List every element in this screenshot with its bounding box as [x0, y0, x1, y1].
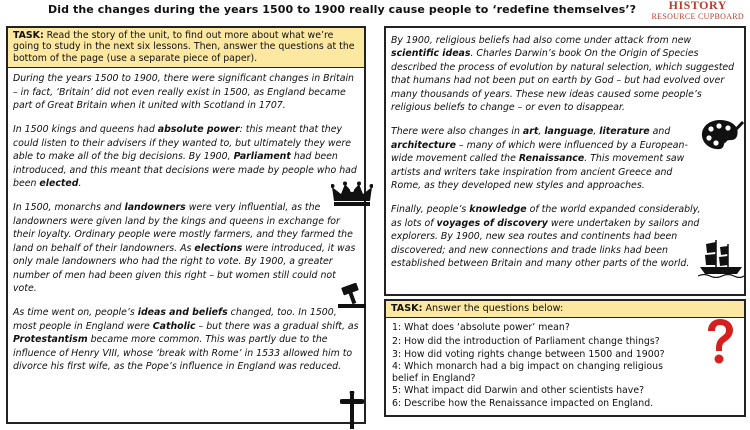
- text: In 1500 kings and queens had: [13, 124, 158, 136]
- paragraph-3: [13, 201, 359, 295]
- gavel-icon: [336, 283, 368, 309]
- text: – but there was a gradual shift, as: [195, 320, 359, 332]
- keyword-ideas-beliefs: ideas and beliefs: [137, 307, 228, 319]
- palette-icon: [700, 118, 744, 152]
- cross-icon: [340, 391, 364, 429]
- question-5: 5: What impact did Darwin and other scientists have?: [392, 385, 645, 397]
- text: Finally, people’s: [391, 204, 470, 216]
- text: In 1500, monarchs and: [13, 202, 125, 214]
- keyword-elected: elected: [39, 178, 79, 190]
- ship-icon: [698, 238, 744, 278]
- questions-task-bar: [386, 301, 744, 318]
- keyword-knowledge: knowledge: [469, 204, 527, 216]
- keyword-elections: elections: [194, 242, 243, 254]
- questions-task-label: TASK:: [391, 303, 423, 314]
- story-text-left: [8, 68, 364, 388]
- keyword-protestantism: Protestantism: [13, 334, 88, 346]
- logo-line1: HISTORY: [668, 0, 727, 12]
- text: changed, too. In 1500, most people in England were: [13, 307, 337, 332]
- crown-icon: [331, 181, 373, 207]
- paragraph-6: [391, 125, 739, 192]
- text: As time went on, people’s: [13, 307, 138, 319]
- keyword-renaissance: Renaissance: [518, 153, 585, 165]
- text: and: [649, 126, 671, 138]
- task-label: TASK:: [13, 30, 44, 41]
- paragraph-5: [391, 34, 739, 114]
- questions-task-text: Answer the questions below:: [422, 303, 564, 314]
- question-3: 3: How did voting rights change between 1500 and 1900?: [392, 348, 665, 360]
- paragraph-7: [391, 203, 739, 270]
- paragraph-2: [13, 123, 359, 190]
- paragraph-1: During the years 1500 to 1900, there were significant changes in Britain – in fact, ‘Britain’ did not even really exist in 1500, as England became part of Great Britain when it united with Scotland in 1707.: [13, 73, 355, 112]
- text: .: [78, 178, 82, 190]
- question-1: 1: What does ‘absolute power’ mean?: [392, 322, 570, 334]
- text: By 1900, religious beliefs had also come under attack from new: [391, 35, 692, 46]
- text: There were also changes in: [391, 126, 523, 138]
- text: of the world expanded considerably, as lots of: [391, 204, 701, 229]
- keyword-architecture: architecture: [391, 139, 456, 151]
- logo: [652, 0, 744, 22]
- keyword-absolute-power: absolute power: [157, 124, 240, 136]
- story-text-right: [386, 28, 744, 286]
- text: . Charles Darwin’s book On the Origin of Species described the process of evolution by natural selection, which suggested that humans had not been put on earth by God – but had evolved over many thousands of years. These new ideas caused some people’s religious beliefs to change – or even to disappear.: [391, 48, 735, 114]
- text: became more common. This was partly due to the influence of Henry VIII, whose ‘break with Rome’ in 1533 allowed him to divorce his first wife, as the Pope’s influence in England was reduced.: [13, 334, 353, 372]
- page-title: Did the changes during the years 1500 to 1900 really cause people to ‘redefine themselves’?: [48, 3, 637, 16]
- task-instructions: [8, 28, 364, 68]
- paragraph-4: [13, 306, 359, 373]
- keyword-language: language: [544, 126, 594, 138]
- keyword-art: art: [522, 126, 539, 138]
- logo-line2: RESOURCE CUPBOARD: [651, 12, 744, 21]
- keyword-scientific-ideas: scientific ideas: [391, 48, 471, 60]
- text: had been introduced, and this meant that decisions were made by people who had been: [13, 151, 357, 190]
- text: were undertaken by sailors and explorers. By 1900, new sea routes and continents had been discovered; and new connections and trade links had been established between Britain and many other parts of the world.: [391, 217, 700, 270]
- question-list: [386, 318, 744, 413]
- text: – many of which were influenced by a European-wide movement called the: [391, 139, 688, 165]
- text: ,: [538, 126, 545, 138]
- text: ,: [593, 126, 600, 138]
- text: . This movement saw artists and writers take inspiration from ancient Greece and Rome, as they developed new styles and approaches.: [391, 153, 685, 192]
- story-right-box: [384, 26, 746, 296]
- question-6: 6: Describe how the Renaissance impacted on England.: [392, 398, 654, 410]
- question-mark-icon: [704, 318, 736, 366]
- questions-box: [384, 299, 746, 417]
- keyword-literature: literature: [599, 126, 650, 138]
- keyword-parliament: Parliament: [233, 151, 291, 163]
- question-4: 4: Which monarch had a big impact on changing religious belief in England?: [392, 361, 663, 384]
- question-2: 2: How did the introduction of Parliament change things?: [392, 335, 660, 347]
- text: : this meant that they could listen to their advisers if they wanted to, but ultimately they were able to make all of the big decisions. By 1900,: [13, 124, 351, 163]
- text: were very influential, as the landowners were given land by the kings and queens in exchange for their loyalty. Ordinary people were mostly farmers, and they farmed the land on behalf of their landowners. As: [13, 202, 353, 254]
- story-left-box: [6, 26, 366, 424]
- task-text: Read the story of the unit, to find out more about what we’re going to study in the next six lessons. Then, answer the questions at the bottom of the page (use a separate piece of paper).: [13, 30, 355, 64]
- text: were introduced, it was only male landowners who had the right to vote. By 1900, a greater number of men had been given this right – but women still could not vote.: [13, 242, 356, 294]
- keyword-voyages: voyages of discovery: [436, 217, 548, 229]
- keyword-catholic: Catholic: [152, 320, 196, 332]
- keyword-landowners: landowners: [124, 202, 186, 214]
